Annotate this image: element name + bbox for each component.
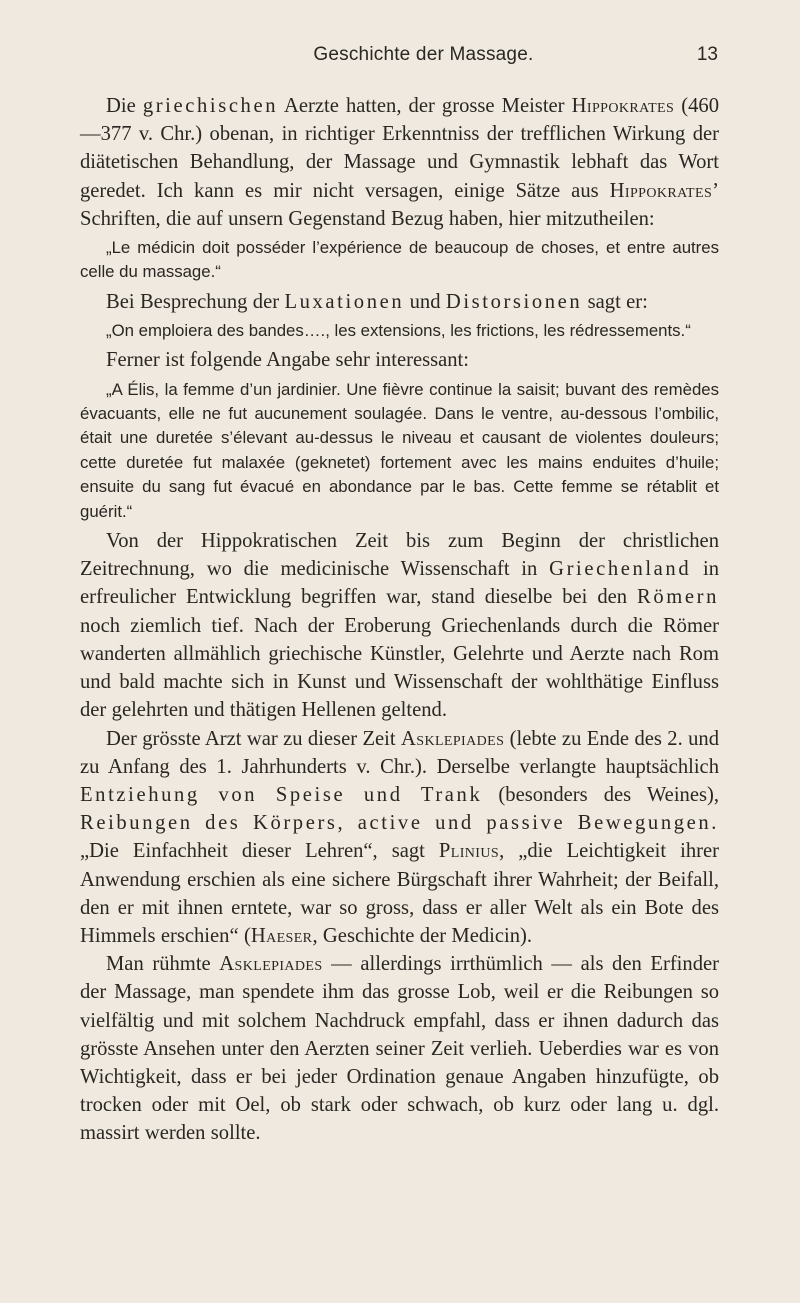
paragraph-further-note: Ferner ist folgende Angabe sehr interessant: (106, 349, 469, 372)
emphasis-spaced: Distorsionen (445, 290, 583, 313)
person-name: Hippokrates (609, 179, 713, 202)
text-segment: Man rühmte (106, 953, 220, 976)
paragraph-asklepiades (80, 725, 719, 951)
person-name: Asklepiades (219, 953, 323, 976)
running-title: Geschichte der Massage. (313, 44, 534, 65)
person-name: Asklepiades (401, 727, 505, 750)
french-quote-experience: „Le médicin doit posséder l’expérience de beaucoup de choses, et entre autres celle du massage.“ (80, 238, 719, 282)
text-segment: (lebte zu Ende des 2. und zu Anfang des 1. Jahrhunderts v. Chr.). Derselbe verlangte hauptsächlich (80, 727, 719, 778)
person-name: Hippokrates (571, 95, 675, 117)
emphasis-spaced: griechischen (142, 95, 279, 117)
paragraph-praise (80, 950, 719, 1147)
text-segment: , Geschichte der Medicin). (312, 924, 533, 947)
person-name: Plinius (438, 840, 500, 863)
paragraph-luxations (80, 288, 719, 316)
text-segment: Von der Hippokratischen Zeit bis zum Beginn der christlichen Zeitrechnung, wo die medicinische Wissenschaft in (80, 530, 719, 581)
text-segment: (460—377 v. Chr.) obenan, in richtiger Erkenntniss der trefflichen Wirkung der diätetischen Behandlung, der Massage und Gymnastik lebhaft das Wort geredet. Ich kann es mir nicht versagen, einige Sätze aus (80, 95, 719, 202)
text-segment: „Die Einfachheit dieser Lehren“, sagt (80, 840, 439, 863)
emphasis-spaced: Griechenland (549, 558, 692, 581)
text-segment: — allerdings irrthümlich — als den Erfinder der Massage, man spendete ihm das grosse Lob, weil er die Reibungen so vielfältig und mit solchem Nachdruck empfahl, dass er ihnen dadurch das grösste Ansehen unter den Aerzten seiner Zeit verlieh. Ueberdies war es von Wichtigkeit, dass er bei jeder Ordination genaue Angaben hinzufügte, ob trocken oder mit Oel, ob stark oder schwach, ob kurz oder lang u. dgl. massirt werden sollte. (80, 953, 719, 1145)
emphasis-spaced: Reibungen des Körpers, active und passive Bewegungen. (80, 812, 719, 835)
text-segment: Bei Besprechung der (106, 290, 285, 313)
person-name: Haeser (250, 924, 313, 947)
text-segment: Aerzte hatten, der grosse Meister (278, 95, 572, 117)
text-segment: noch ziemlich tief. Nach der Eroberung Griechenlands durch die Römer wanderten allmählich griechische Künstler, Gelehrte und Aerzte nach Rom und bald machte sich in Kunst und Wissenschaft der wohlthätige Einfluss der gelehrten und thätigen Hellenen geltend. (80, 614, 719, 722)
paragraph-roman-era (80, 527, 719, 724)
french-quote-bandages: „On emploiera des bandes…., les extensions, les frictions, les rédressements.“ (106, 321, 691, 341)
text-segment: Die (106, 95, 143, 117)
page-number: 13 (696, 44, 718, 65)
text-segment: und (404, 290, 446, 313)
text-segment: Der grösste Arzt war zu dieser Zeit (106, 727, 401, 750)
text-segment: ’ Schriften, die auf unsern Gegenstand Bezug haben, hier mitzutheilen: (80, 179, 719, 230)
emphasis-spaced: Luxationen (284, 290, 405, 313)
emphasis-spaced: Entziehung von Speise und Trank (80, 783, 483, 806)
text-segment: in erfreulicher Entwicklung begriffen war, stand dieselbe bei den (80, 558, 719, 609)
running-head (80, 44, 718, 74)
french-quote-elis-case: „A Élis, la femme d’un jardinier. Une fièvre continue la saisit; buvant des remèdes évacuants, elle ne fut aucunement soulagée. Dans le ventre, au-dessous l’ombilic, était une duretée s’élevant au-dessus le niveau et causant de violentes douleurs; cette duretée fut malaxée (geknetet) fortement avec les mains enduites d’huile; ensuite du sang fut évacué en abondance par le bas. Cette femme se rétablit et guérit.“ (80, 379, 719, 521)
body-text (80, 92, 719, 1148)
paragraph-greek-physicians (80, 92, 719, 233)
emphasis-spaced: Römern (637, 586, 719, 609)
text-segment: (besonders des Weines), (482, 783, 719, 806)
text-segment: sagt er: (582, 290, 648, 313)
text-segment: , „die Leichtigkeit ihrer Anwendung erschien als eine sichere Bürgschaft ihrer Wahrheit; der Beifall, den er mit ihnen erntete, war so gross, dass er aller Welt als ein Bote des Himmels erschien“ ( (80, 840, 719, 947)
